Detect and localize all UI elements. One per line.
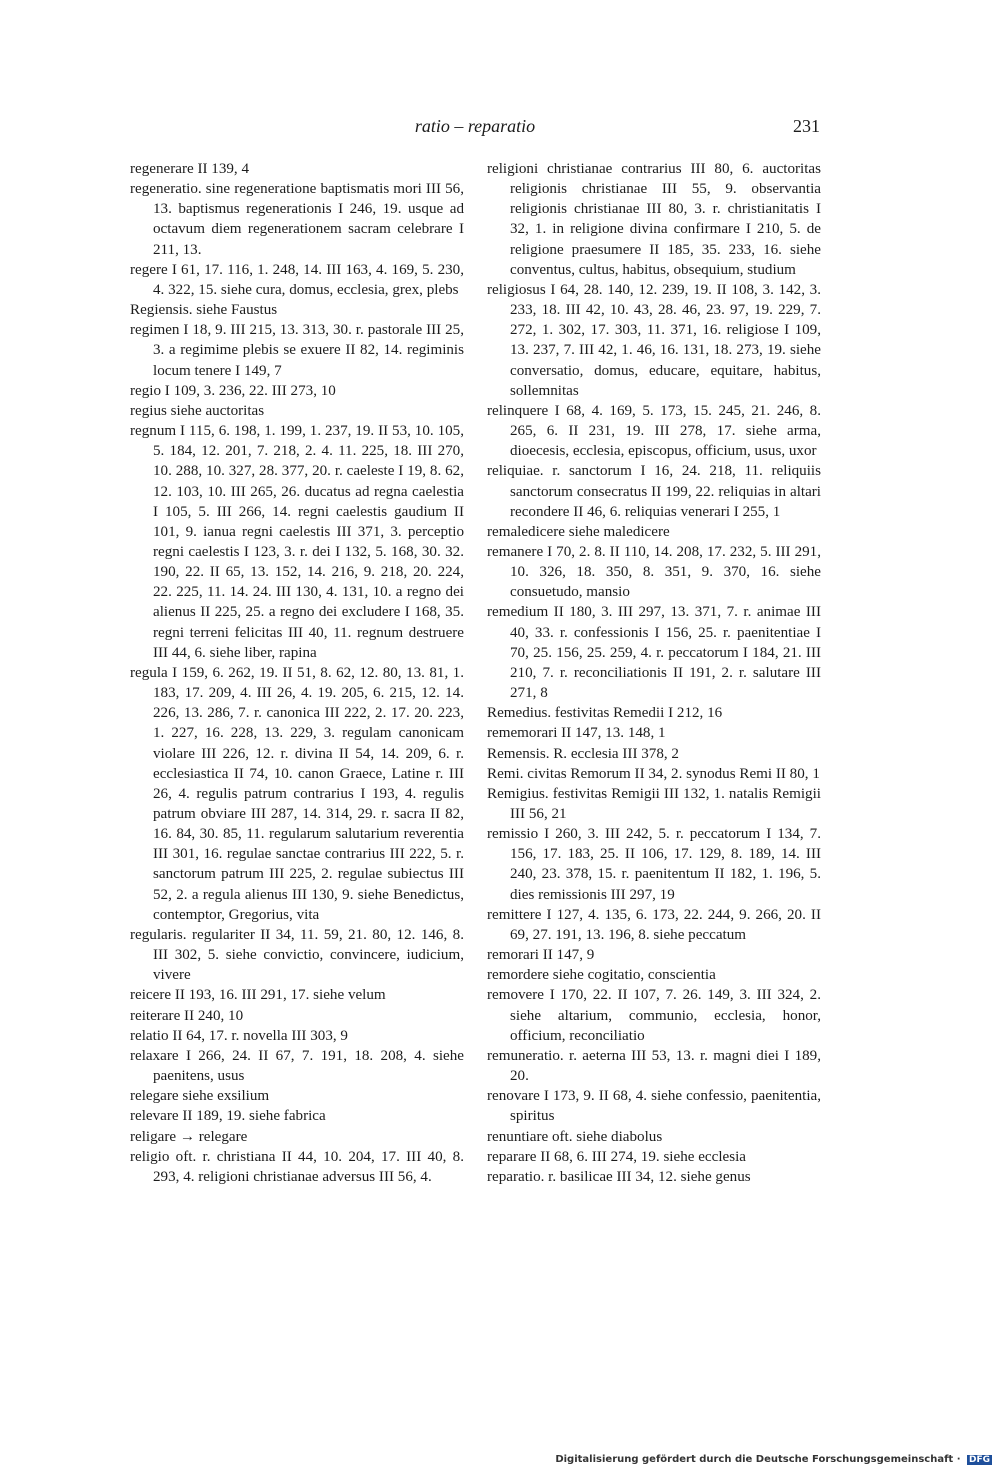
index-entry: regere I 61, 17. 116, 1. 248, 14. III 163, 4. 169, 5. 230, 4. 322, 15. siehe cura, domus, ecclesia, grex, plebs [130,261,464,298]
index-entry: remuneratio. r. aeterna III 53, 13. r. magni diei I 189, 20. [487,1047,821,1085]
index-entry: reiterare II 240, 10 [130,1007,244,1024]
index-entry: reparare II 68, 6. III 274, 19. siehe ecclesia [487,1148,746,1165]
index-entry: relatio II 64, 17. r. novella III 303, 9 [130,1027,348,1044]
running-head-title: ratio – reparatio [414,116,536,136]
index-entry: reicere II 193, 16. III 291, 17. siehe velum [130,987,386,1004]
index-entry: regius siehe auctoritas [130,402,265,419]
footer-text: Digitalisierung gefördert durch die Deutsche Forschungsgemeinschaft [555,1454,954,1465]
index-entry: remittere I 127, 4. 135, 6. 173, 22. 244, 9. 266, 20. II 69, 27. 191, 13. 196, 8. siehe peccatum [487,906,821,943]
index-entry: Regiensis. siehe Faustus [130,302,278,319]
index-entry: removere I 170, 22. II 107, 7. 26. 149, 3. III 324, 2. siehe altarium, communio, ecclesia, honor, officium, reconciliatio [487,987,821,1044]
index-entry: regio I 109, 3. 236, 22. III 273, 10 [130,382,336,399]
index-column-left [130,159,464,1187]
index-entry: relegare siehe exsilium [130,1088,270,1105]
index-entry: remanere I 70, 2. 8. II 110, 14. 208, 17. 232, 5. III 291, 10. 326, 18. 350, 8. 351, 9. 370, 16. siehe consuetudo, mansio [487,543,821,601]
index-entry: remaledicere siehe maledicere [487,523,670,540]
page-number: 231 [793,116,820,136]
index-entry: religiosus I 64, 28. 140, 12. 239, 19. II 108, 3. 142, 3. 233, 18. III 42, 10. 43, 28. 46, 23. 97, 19. 229, 7. 272, 1. 302, 17. 303, 11. 371, 16. religiose I 109, 13. 237, 7. III 42, 1. 46, 16. 131, 18. 273, 19. siehe conversatio, domus, educare, equitare, habitus, sollemnitas [487,281,821,399]
index-entry: rememorari II 147, 13. 148, 1 [487,725,666,742]
index-entry: religio oft. r. christiana II 44, 10. 204, 17. III 40, 8. 293, 4. religioni christianae adversus III 56, 4. [130,1148,464,1185]
index-entry: regnum I 115, 6. 198, 1. 199, 1. 237, 19. II 53, 10. 105, 5. 184, 12. 201, 7. 218, 2. 4. 11. 225, 18. III 270, 10. 288, 10. 327, 28. 377, 20. r. caeleste I 19, 8. 62, 12. 103, 10. III 265, 26. ducatus ad regna caelestia I 105, 5. III 266, 14. regni caelestis gaudium II 101, 9. ianua regni caelestis III 371, 3. perceptio regni caelestis I 123, 3. r. dei I 132, 5. 168, 30. 32. 190, 22. II 65, 13. 152, 14. 216, 9. 218, 20. 224, 22. 225, 11. 14. 24. III 130, 4. 131, 10. a regno dei alienus II 225, 25. a regno dei excludere I 168, 35. regni terreni felicitas III 40, 11. regnum destruere III 44, 6. siehe liber, rapina [130,423,464,661]
index-entry: remorari II 147, 9 [487,947,595,964]
index-entry: remordere siehe cogitatio, conscientia [487,967,716,984]
index-entry: remissio I 260, 3. III 242, 5. r. peccatorum I 134, 7. 156, 17. 183, 25. II 106, 17. 129, 8. 189, 14. III 240, 23. 378, 15. r. paenitentum II 182, 1. 196, 5. dies remissionis III 297, 19 [487,826,821,903]
index-entry: Remensis. R. ecclesia III 378, 2 [487,745,679,762]
footer-credit [555,1454,992,1465]
index-column-right [487,159,821,1187]
index-entry: regenerare II 139, 4 [130,161,250,177]
footer-separator: · [956,1454,961,1465]
index-entry: Remedius. festivitas Remedii I 212, 16 [487,705,723,722]
index-entry: relaxare I 266, 24. II 67, 7. 191, 18. 208, 4. siehe paenitens, usus [130,1047,464,1085]
index-entry: Remi. civitas Remorum II 34, 2. synodus Remi II 80, 1 [487,765,820,782]
index-entry: regimen I 18, 9. III 215, 13. 313, 30. r. pastorale III 25, 3. a regimime plebis se exuere II 82, 14. regiminis locum tenere I 149, 7 [130,322,464,379]
index-entry: reliquiae. r. sanctorum I 16, 24. 218, 11. reliquiis sanctorum consecratus II 199, 22. reliquias in altari recondere II 46, 6. reliquias venerari I 255, 1 [487,463,821,520]
index-entry: renovare I 173, 9. II 68, 4. siehe confessio, paenitentia, spiritus [487,1088,821,1125]
index-entry: regula I 159, 6. 262, 19. II 51, 8. 62, 12. 80, 13. 81, 1. 183, 17. 209, 4. III 26, 4. 19. 205, 6. 215, 12. 14. 226, 13. 286, 7. r. canonica III 222, 2. 17. 20. 223, 1. 227, 16. 228, 13. 229, 3. regulam canonicam violare III 226, 12. r. divina II 54, 14. 209, 6. r. ecclesiastica II 74, 10. canon Graece, Latine r. III 26, 4. regulis patrum contrarius I 193, 4. regulis patrum obviare III 287, 14. 314, 29. r. sacra II 82, 16. 84, 30. 85, 11. regularum salutarium reverentia III 301, 16. regulae sanctae contrarius III 222, 5. r. sanctorum patrum III 225, 2. regulae subiectus III 52, 2. a regula alienus III 130, 9. siehe Benedictus, contemptor, Gregorius, vita [130,664,464,923]
index-entry: Remigius. festivitas Remigii III 132, 1. natalis Remigii III 56, 21 [487,785,821,822]
index-entry: religioni christianae contrarius III 80, 6. auctoritas religionis christianae III 55, 9. observantia religionis christianae III 80, 3. r. christianitatis I 32, 1. in religione divina confirmare I 210, 5. de religione praesumere II 185, 35. 233, 16. siehe conventus, cultus, habitus, obsequium, studium [487,161,821,278]
index-entry: regularis. regulariter II 34, 11. 59, 21. 80, 12. 146, 8. III 302, 5. siehe convictio, convincere, iudicium, vivere [130,926,464,984]
index-entry: relevare II 189, 19. siehe fabrica [130,1108,326,1125]
index-entry: regeneratio. sine regeneratione baptismatis mori III 56, 13. baptismus regenerationis I 246, 19. usque ad octavum diem regenerationem sacram celebrare I 211, 13. [130,181,464,258]
index-entry: relinquere I 68, 4. 169, 5. 173, 15. 245, 21. 246, 8. 265, 6. II 231, 19. III 278, 17. siehe arma, dioecesis, ecclesia, episcopus, officium, usus, uxor [487,402,821,460]
index-entry: religare → relegare [130,1128,248,1145]
index-entry: renuntiare oft. siehe diabolus [487,1128,663,1145]
index-entry: remedium II 180, 3. III 297, 13. 371, 7. r. animae III 40, 33. r. confessionis I 156, 25. r. paenitentiae I 70, 25. 156, 25. 259, 4. r. peccatorum I 184, 21. III 210, 7. r. reconciliationis II 191, 2. r. salutare III 271, 8 [487,604,821,702]
dfg-logo-icon: DFG [968,1455,990,1465]
index-entry: reparatio. r. basilicae III 34, 12. siehe genus [487,1168,751,1185]
